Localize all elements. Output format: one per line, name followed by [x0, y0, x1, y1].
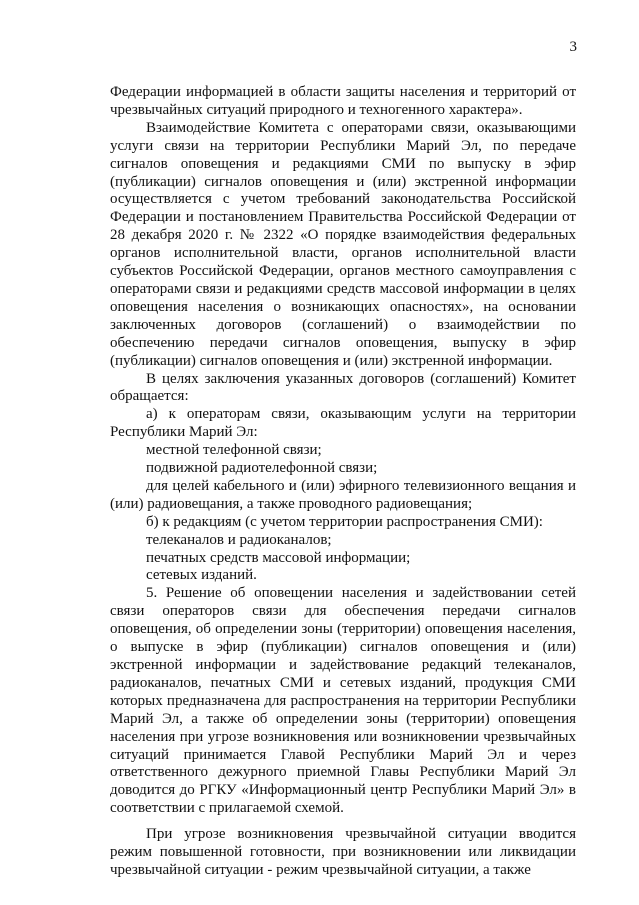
list-subitem-print-media: печатных средств массовой информации; — [146, 549, 411, 566]
document-body — [110, 84, 576, 880]
list-subitem-broadcasting: для целей кабельного и (или) эфирного телевизионного вещания и (или) радиовещания, а также проводного радиовещания; — [110, 477, 576, 512]
paragraph-continuation: Федерации информацией в области защиты населения и территорий от чрезвычайных ситуаций природного и техногенного характера». — [110, 84, 576, 118]
paragraph-interaction: Взаимодействие Комитета с операторами связи, оказывающими услуги связи на территории Республики Марий Эл, по передаче сигналов оповещения и редакциями СМИ по выпуску в эфир (публикации) сигналов оповещения и (или) экстренной информации осуществляется с учетом требований законодательства Российской Федерации и постановлением Правительства Российской Федерации от 28 декабря 2020 г. № 2322 «О порядке взаимодействия федеральных органов исполнительной власти, органов исполнительной власти субъектов Российской Федерации, органов местного самоуправления с операторами связи и редакциями средств массовой информации в целях оповещения населения о возникающих опасностях», на основании заключенных договоров (соглашений) о взаимодействии по обеспечению передачи сигналов оповещения, выпуску в эфир (публикации) сигналов оповещения и (или) экстренной информации. — [110, 119, 576, 369]
list-item-editors: б) к редакциям (с учетом территории распространения СМИ): — [146, 513, 543, 530]
paragraph-section-5: 5. Решение об оповещении населения и задействовании сетей связи операторов связи для обеспечения передачи сигналов оповещения, об определении зоны (территории) оповещения населения, о выпуске в эфир (публикации) сигналов оповещения и (или) экстренной информации и задействование редакций телеканалов, радиоканалов, печатных СМИ и сетевых изданий, продукция СМИ которых предназначена для распространения на территории Республики Марий Эл, а также об определении зоны (территории) оповещения населения при угрозе возникновения или возникновении чрезвычайных ситуаций принимается Главой Республики Марий Эл и через ответственного дежурного приемной Главы Республики Марий Эл доводится до РГКУ «Информационный центр Республики Марий Эл» в соответствии с прилагаемой схемой. — [110, 585, 576, 817]
list-subitem-tv-radio: телеканалов и радиоканалов; — [146, 531, 332, 548]
list-subitem-online-media: сетевых изданий. — [146, 567, 257, 584]
paragraph-emergency-regime: При угрозе возникновения чрезвычайной ситуации вводится режим повышенной готовности, при возникновении или ликвидации чрезвычайной ситуации - режим чрезвычайной ситуации, а также — [110, 826, 576, 878]
list-subitem-mobile: подвижной радиотелефонной связи; — [146, 460, 378, 477]
list-item-operators: а) к операторам связи, оказывающим услуги на территории Республики Марий Эл: — [110, 406, 576, 441]
page-number: 3 — [569, 39, 577, 55]
list-subitem-local-telephone: местной телефонной связи; — [146, 442, 322, 459]
paragraph-agreements: В целях заключения указанных договоров (соглашений) Комитет обращается: — [110, 370, 576, 405]
